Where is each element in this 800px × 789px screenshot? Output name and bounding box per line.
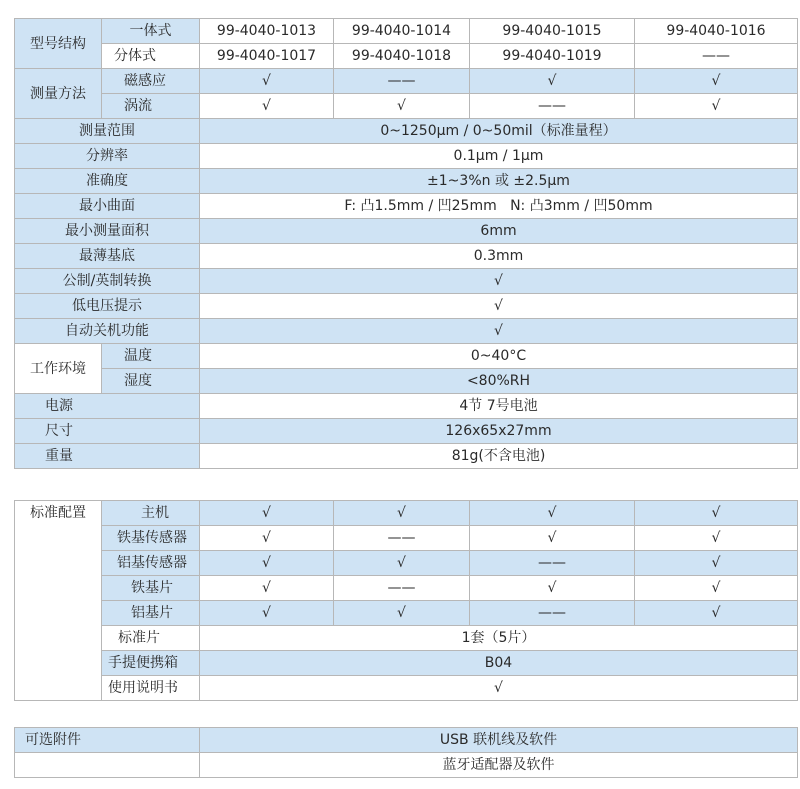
spec-value: √ [200,269,798,294]
table-row [15,501,798,526]
model-number: 99-4040-1015 [470,19,635,44]
spec-label: 电源 [15,394,200,419]
table-row [15,169,798,194]
cell-value: √ [635,69,798,94]
spec-table [14,18,798,469]
split-label: 分体式 [102,44,200,69]
eddy-label: 涡流 [102,94,200,119]
table-row [15,753,798,778]
cell-value: √ [334,94,470,119]
spec-label: 分辨率 [15,144,200,169]
spec-label: 准确度 [15,169,200,194]
cell-value: √ [635,576,798,601]
spec-value: F: 凸1.5mm / 凹25mm N: 凸3mm / 凹50mm [200,194,798,219]
cell-value: —— [470,601,635,626]
config-item: 主机 [102,501,200,526]
table-row [15,44,798,69]
cell-value: √ [200,601,334,626]
table-row [15,728,798,753]
cell-value: √ [635,501,798,526]
spec-value: B04 [200,651,798,676]
table-row [15,526,798,551]
table-row [15,369,798,394]
spec-label: 最小曲面 [15,194,200,219]
table-row [15,219,798,244]
table-row [15,394,798,419]
spec-label: 最薄基底 [15,244,200,269]
cell-value: —— [334,526,470,551]
cell-value: —— [334,576,470,601]
cell-value: —— [334,69,470,94]
config-item: 铁基传感器 [102,526,200,551]
model-number: —— [635,44,798,69]
cell-value: √ [470,501,635,526]
table-row [15,419,798,444]
optional-accessories-table [14,727,798,778]
spec-value: √ [200,294,798,319]
table-row [15,119,798,144]
table-row [15,294,798,319]
config-item: 铝基传感器 [102,551,200,576]
spec-value: 81g(不含电池) [200,444,798,469]
blank-cell [15,753,200,778]
config-item: 标准片 [102,626,200,651]
spec-value: 4节 7号电池 [200,394,798,419]
config-item: 铁基片 [102,576,200,601]
spec-label: 最小测量面积 [15,219,200,244]
cell-value: √ [334,501,470,526]
table-row [15,444,798,469]
spec-value: 0.1μm / 1μm [200,144,798,169]
model-number: 99-4040-1017 [200,44,334,69]
standard-config-label: 标准配置 [15,501,102,701]
model-number: 99-4040-1014 [334,19,470,44]
spec-value: 0.3mm [200,244,798,269]
spec-value: √ [200,319,798,344]
table-row [15,194,798,219]
work-env-label: 工作环境 [15,344,102,394]
spec-value: <80%RH [200,369,798,394]
spec-label: 尺寸 [15,419,200,444]
optional-accessories-label: 可选附件 [15,728,200,753]
cell-value: √ [635,526,798,551]
accessory-item: USB 联机线及软件 [200,728,798,753]
table-row [15,576,798,601]
table-row [15,551,798,576]
table-row [15,344,798,369]
spec-value: 126x65x27mm [200,419,798,444]
cell-value: √ [200,576,334,601]
cell-value: √ [635,94,798,119]
cell-value: √ [470,526,635,551]
spec-value: 1套（5片） [200,626,798,651]
integrated-label: 一体式 [102,19,200,44]
cell-value: √ [470,69,635,94]
accessory-item: 蓝牙适配器及软件 [200,753,798,778]
table-row [15,626,798,651]
spec-value: √ [200,676,798,701]
spec-value: 0~1250μm / 0~50mil（标准量程） [200,119,798,144]
table-row [15,651,798,676]
cell-value: √ [635,601,798,626]
magnetic-label: 磁感应 [102,69,200,94]
cell-value: √ [334,551,470,576]
standard-config-table [14,500,798,701]
measure-method-label: 测量方法 [15,69,102,119]
table-row [15,676,798,701]
spec-label: 测量范围 [15,119,200,144]
config-item: 手提便携箱 [102,651,200,676]
cell-value: √ [200,94,334,119]
spec-label: 公制/英制转换 [15,269,200,294]
humidity-label: 湿度 [102,369,200,394]
cell-value: √ [200,501,334,526]
cell-value: —— [470,551,635,576]
table-row [15,269,798,294]
table-row [15,144,798,169]
spec-value: 6mm [200,219,798,244]
table-row [15,244,798,269]
cell-value: —— [470,94,635,119]
model-number: 99-4040-1019 [470,44,635,69]
cell-value: √ [635,551,798,576]
table-row [15,319,798,344]
temperature-label: 温度 [102,344,200,369]
config-item: 铝基片 [102,601,200,626]
table-row [15,94,798,119]
cell-value: √ [200,69,334,94]
model-number: 99-4040-1013 [200,19,334,44]
config-item: 使用说明书 [102,676,200,701]
table-row [15,69,798,94]
cell-value: √ [200,551,334,576]
spec-label: 低电压提示 [15,294,200,319]
cell-value: √ [334,601,470,626]
table-row [15,601,798,626]
table-row [15,19,798,44]
spec-value: ±1~3%n 或 ±2.5μm [200,169,798,194]
spec-label: 自动关机功能 [15,319,200,344]
model-number: 99-4040-1016 [635,19,798,44]
model-number: 99-4040-1018 [334,44,470,69]
cell-value: √ [470,576,635,601]
spec-value: 0~40°C [200,344,798,369]
cell-value: √ [200,526,334,551]
model-structure-label: 型号结构 [15,19,102,69]
spec-label: 重量 [15,444,200,469]
